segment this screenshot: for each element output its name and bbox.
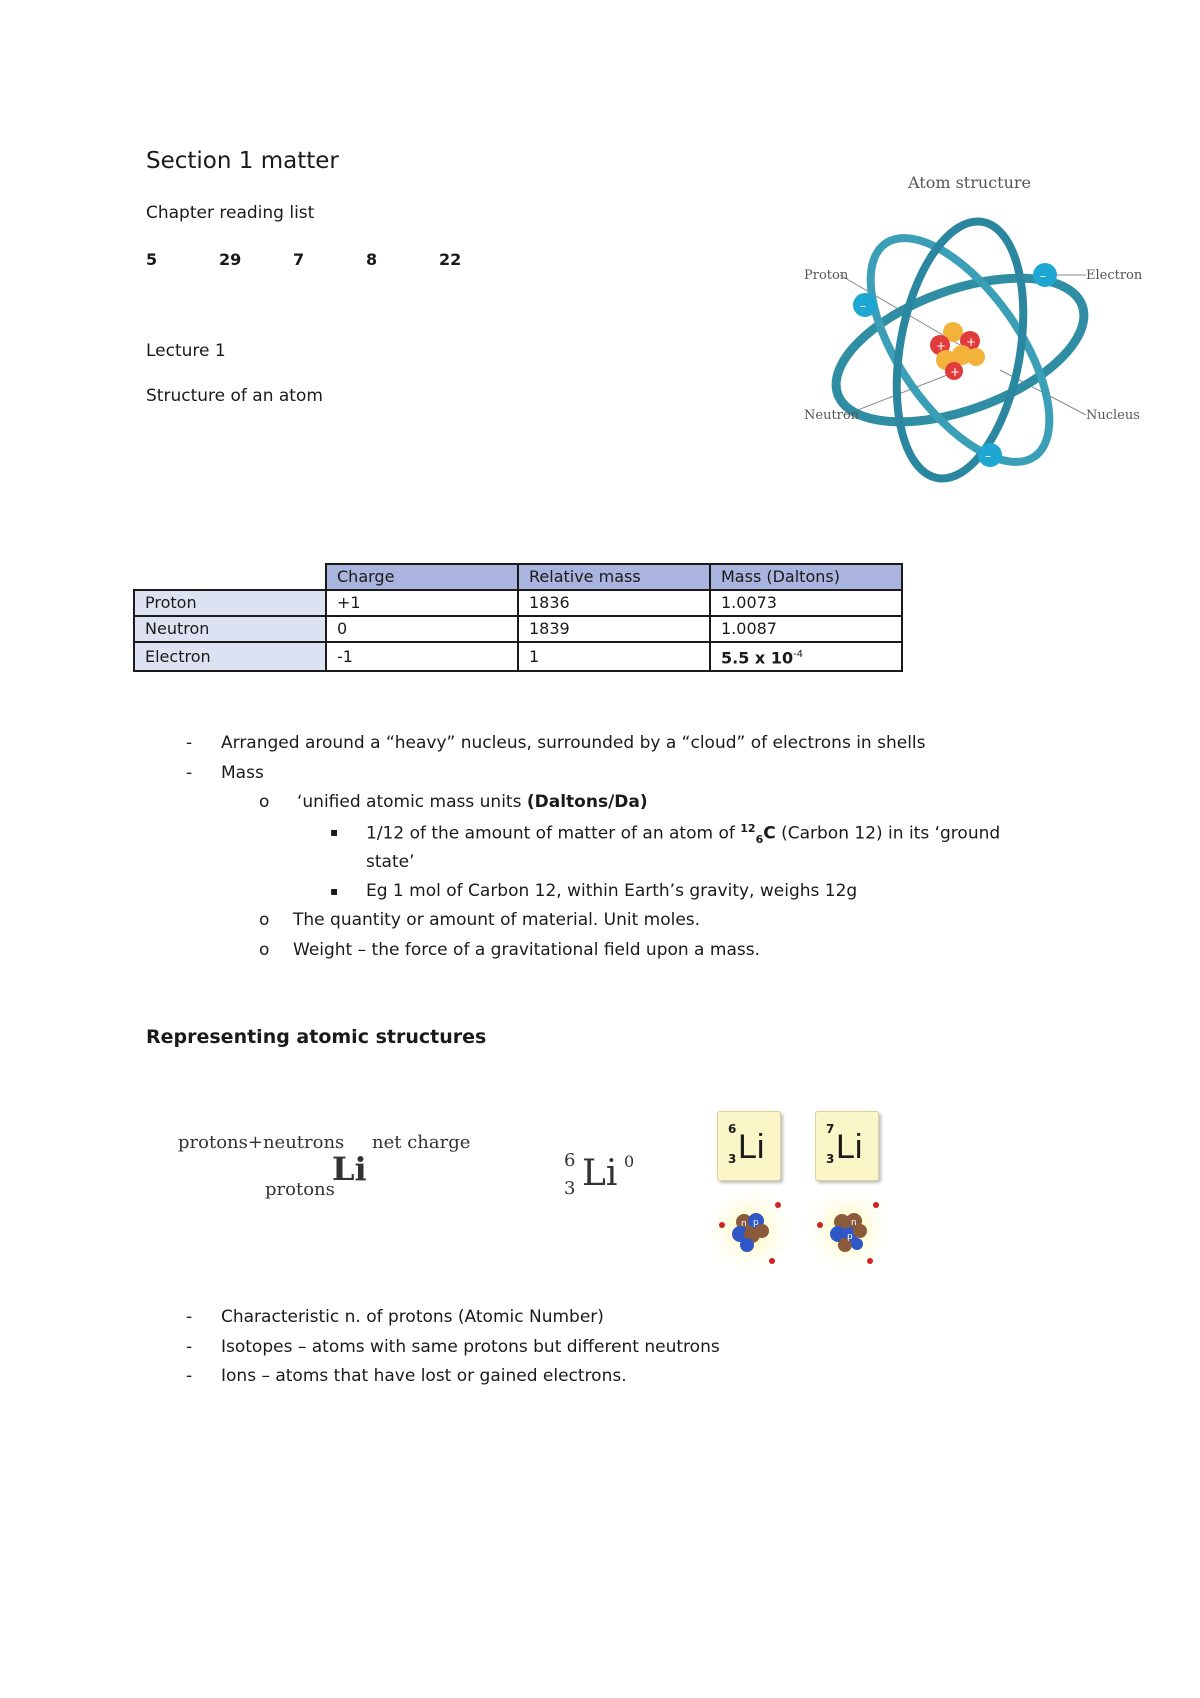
proton-letter: p (847, 1232, 853, 1242)
tile-element: Li (738, 1128, 765, 1166)
column-header: Charge (326, 564, 518, 590)
isotope-mass-number: 12 (740, 822, 756, 835)
svg-text:–: – (1040, 269, 1046, 283)
bullet-text: Mass (221, 763, 264, 783)
notation-charge-label: net charge (372, 1132, 471, 1153)
reading-item: 7 (293, 250, 305, 269)
bullet-text: (Carbon 12) in its ‘ground (775, 823, 1001, 844)
table-cell: 1839 (518, 616, 710, 642)
table-cell (710, 642, 902, 671)
nucleus-label: Nucleus (1086, 408, 1140, 423)
svg-text:+: + (966, 335, 977, 349)
bullet-text: Ions – atoms that have lost or gained electrons. (221, 1366, 627, 1386)
proton-letter: p (753, 1218, 759, 1228)
svg-text:+: + (936, 339, 947, 353)
atom-illustration (790, 165, 1130, 485)
example-atomic-number: 3 (564, 1178, 576, 1199)
table-cell: 1836 (518, 590, 710, 616)
neutron-letter: n (741, 1219, 747, 1229)
tile-mass-number: 6 (728, 1122, 737, 1136)
example-element: Li (582, 1153, 618, 1194)
row-header: Neutron (134, 616, 326, 642)
particle-table (133, 563, 903, 672)
example-charge: 0 (624, 1152, 635, 1171)
bullet-text: Arranged around a “heavy” nucleus, surrounded by a “cloud” of electrons in shells (221, 733, 926, 753)
tile-mass-number: 7 (826, 1122, 835, 1136)
bullet-text: Eg 1 mol of Carbon 12, within Earth’s gravity, weighs 12g (366, 881, 858, 901)
notation-mass-label: protons+neutrons (178, 1132, 345, 1153)
table-corner (134, 564, 326, 590)
neutron-letter: n (851, 1218, 857, 1228)
element-symbol: C (763, 823, 776, 844)
reading-item: 29 (219, 250, 242, 269)
isotope-atomic-number: 6 (755, 833, 764, 847)
tile-atomic-number: 3 (826, 1152, 835, 1166)
section-title: Section 1 matter (146, 148, 339, 174)
table-row (134, 642, 902, 671)
svg-text:–: – (860, 299, 866, 313)
table-row (134, 616, 902, 642)
table-cell: 1.0073 (710, 590, 902, 616)
reading-item: 22 (439, 250, 462, 269)
isotope-tile-li7 (815, 1111, 879, 1181)
tile-atomic-number: 3 (728, 1152, 737, 1166)
tile-element: Li (836, 1128, 863, 1166)
table-cell: +1 (326, 590, 518, 616)
svg-text:–: – (985, 449, 991, 463)
table-cell: 1.0087 (710, 616, 902, 642)
table-cell: 0 (326, 616, 518, 642)
electron-mass-exponent: -4 (793, 649, 804, 660)
electron-mass-base: 5.5 x 10 (721, 648, 794, 668)
bullet-continuation: state’ (366, 852, 415, 872)
isotope-nuclei-illustration (700, 1185, 920, 1285)
table-cell: -1 (326, 642, 518, 671)
table-row (134, 590, 902, 616)
electron-label: Electron (1086, 268, 1143, 283)
column-header: Relative mass (518, 564, 710, 590)
bullet-text: 1/12 of the amount of matter of an atom of (366, 823, 741, 844)
lecture-label: Lecture 1 (146, 341, 226, 361)
isotope-tile-li6 (717, 1111, 781, 1181)
notation-element: Li (332, 1150, 367, 1188)
notation-protons-label: protons (265, 1179, 335, 1200)
example-mass-number: 6 (564, 1150, 576, 1171)
reading-item: 8 (366, 250, 378, 269)
atom-structure-diagram (790, 165, 1143, 485)
reading-list (146, 250, 546, 274)
nucleus-icon (930, 322, 985, 380)
table-cell: 1 (518, 642, 710, 671)
bullet-text: Characteristic n. of protons (Atomic Number) (221, 1307, 604, 1327)
topic-label: Structure of an atom (146, 386, 323, 406)
bullet-text: Weight – the force of a gravitational field upon a mass. (293, 940, 760, 960)
svg-text:+: + (950, 365, 961, 379)
neutron-label: Neutron (804, 408, 860, 423)
table-header-row (134, 564, 902, 590)
row-header: Proton (134, 590, 326, 616)
reading-item: 5 (146, 250, 158, 269)
bullet-text: ‘unified atomic mass units (297, 792, 527, 812)
column-header: Mass (Daltons) (710, 564, 902, 590)
reading-list-label: Chapter reading list (146, 203, 315, 223)
atom-diagram-title: Atom structure (908, 173, 1031, 192)
representing-title: Representing atomic structures (146, 1026, 487, 1048)
row-header: Electron (134, 642, 326, 671)
proton-label: Proton (804, 268, 849, 283)
bullet-bold-text: (Daltons/Da) (526, 792, 648, 812)
bullet-text: The quantity or amount of material. Unit moles. (293, 910, 701, 930)
bullet-text: Isotopes – atoms with same protons but different neutrons (221, 1337, 720, 1357)
